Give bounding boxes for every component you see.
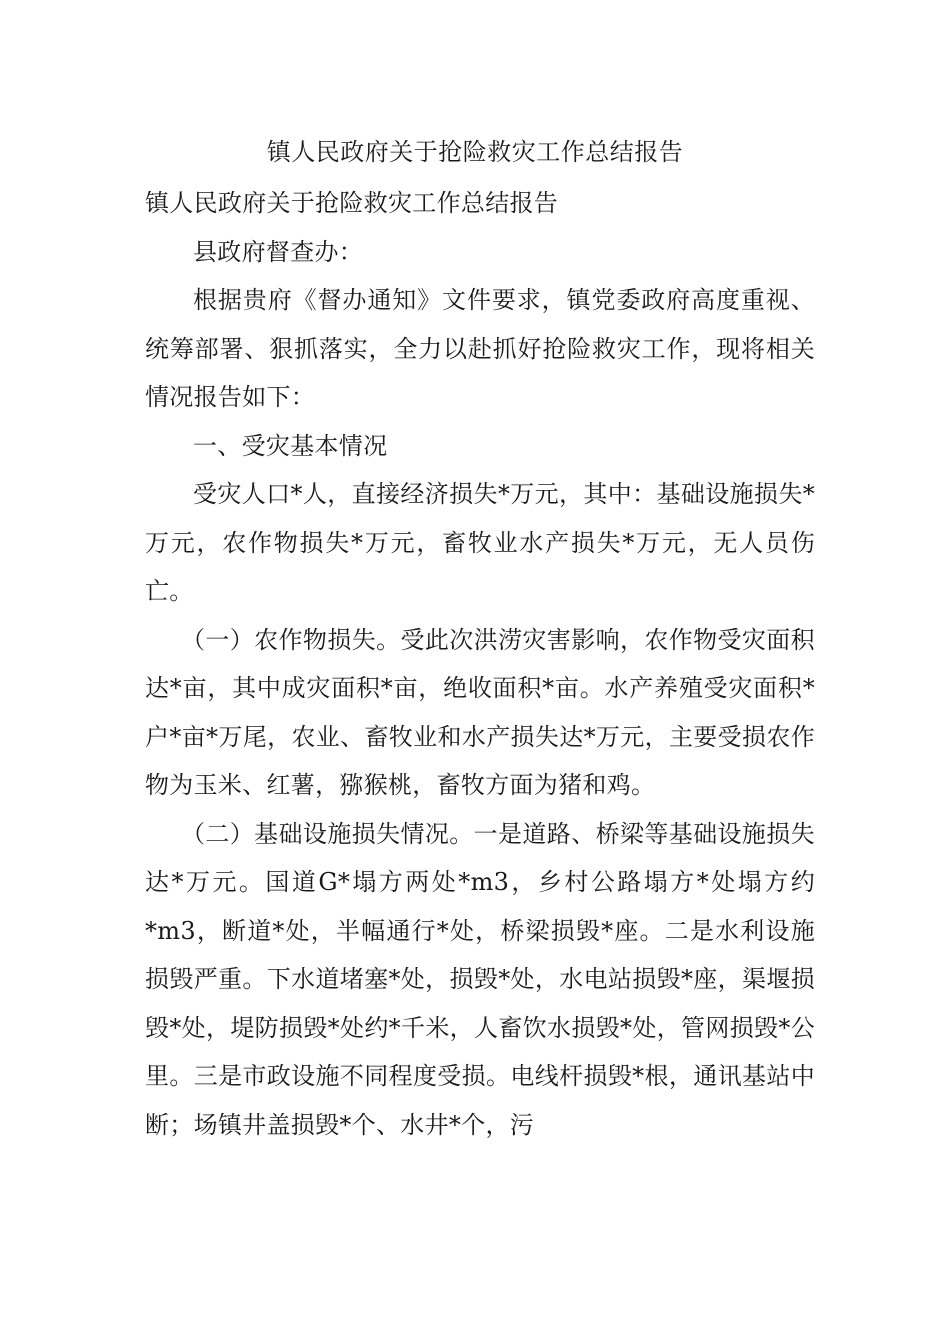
document-title: 镇人民政府关于抢险救灾工作总结报告	[266, 138, 684, 166]
crop-loss-paragraph: （一）农作物损失。受此次洪涝灾害影响，农作物受灾面积达*亩，其中成灾面积*亩，绝收面积*亩。水产养殖受灾面积*户*亩*万尾，农业、畜牧业和水产损失达*万元，主要受损农作物为玉米、红薯，猕猴桃，畜牧方面为猪和鸡。	[145, 625, 815, 799]
subtitle-paragraph: 镇人民政府关于抢险救灾工作总结报告	[145, 189, 559, 217]
section-heading: 一、受灾基本情况	[193, 431, 388, 460]
addressee-paragraph: 县政府督查办：	[193, 237, 364, 266]
document-body	[145, 179, 815, 1149]
summary-paragraph: 受灾人口*人，直接经济损失*万元，其中：基础设施损失*万元，农作物损失*万元，畜牧业水产损失*万元，无人员伤亡。	[145, 480, 815, 605]
infrastructure-loss-paragraph: （二）基础设施损失情况。一是道路、桥梁等基础设施损失达*万元。国道G*塌方两处*m3，乡村公路塌方*处塌方约*m3，断道*处，半幅通行*处，桥梁损毁*座。二是水利设施损毁严重。下水道堵塞*处，损毁*处，水电站损毁*座，渠堰损毁*处，堤防损毁*处约*千米，人畜饮水损毁*处，管网损毁*公里。三是市政设施不同程度受损。电线杆损毁*根，通讯基站中断；场镇井盖损毁*个、水井*个，污	[145, 819, 815, 1139]
intro-paragraph: 根据贵府《督办通知》文件要求，镇党委政府高度重视、统筹部署、狠抓落实，全力以赴抓好抢险救灾工作，现将相关情况报告如下：	[145, 286, 815, 411]
